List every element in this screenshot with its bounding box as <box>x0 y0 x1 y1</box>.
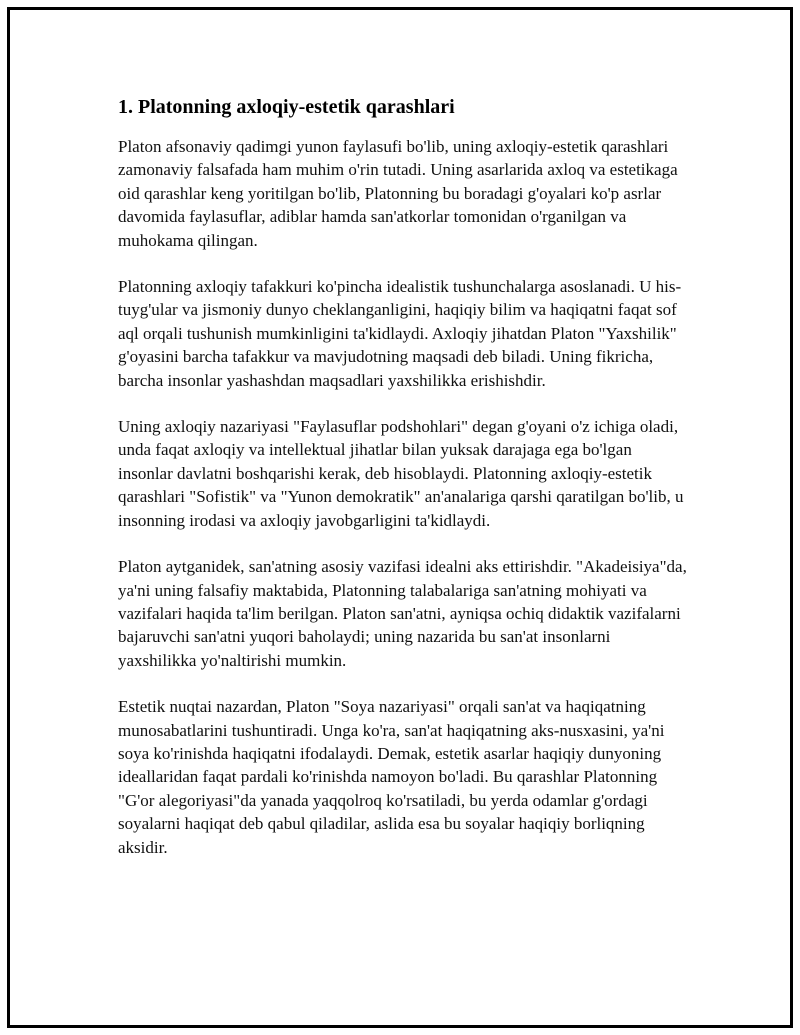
paragraph-4: Platon aytganidek, san'atning asosiy vazifasi idealni aks ettirishdir. "Akadeisiya"da, ya'ni uning falsafiy maktabida, Platonning talabalariga san'atning mohiyati va vazifalari haqida ta'lim berilgan. Platon san'atni, ayniqsa ochiq didaktik vazifalarni bajaruvchi san'atni yuqori baholaydi; uning nazarida bu san'at insonlarni yaxshilikka yo'naltirishi mumkin. <box>118 557 687 670</box>
paragraph-1: Platon afsonaviy qadimgi yunon faylasufi bo'lib, uning axloqiy-estetik qarashlari zamonaviy falsafada ham muhim o'rin tutadi. Uning asarlarida axloq va estetikaga oid qarashlar keng yoritilgan bo'lib, Platonning bu boradagi g'oyalari ko'p asrlar davomida faylasuflar, adiblar hamda san'atkorlar tomonidan o'rganilgan va muhokama qilingan. <box>118 137 678 250</box>
paragraph-5: Estetik nuqtai nazardan, Platon "Soya nazariyasi" orqali san'at va haqiqatning munosabatlarini tushuntiradi. Unga ko'ra, san'at haqiqatning aks-nusxasini, ya'ni soya ko'rinishda haqiqatni ifodalaydi. Demak, estetik asarlar haqiqiy dunyoning ideallaridan faqat pardali ko'rinishda namoyon bo'ladi. Bu qarashlar Platonning "G'or alegoriyasi"da yanada yaqqolroq ko'rsatiladi, bu yerda odamlar g'ordagi soyalarni haqiqat deb qabul qiladilar, aslida esa bu soyalar haqiqiy borliqning aksidir. <box>118 697 665 857</box>
section-heading: 1. Platonning axloqiy-estetik qarashlari <box>118 96 455 118</box>
paragraph-3: Uning axloqiy nazariyasi "Faylasuflar podshohlari" degan g'oyani o'z ichiga oladi, unda faqat axloqiy va intellektual jihatlar bilan yuksak darajaga ega bo'lgan insonlar davlatni boshqarishi kerak, deb hisoblaydi. Platonning axloqiy-estetik qarashlari "Sofistik" va "Yunon demokratik" an'analariga qarshi qaratilgan bo'lib, u insonning irodasi va axloqiy javobgarligini ta'kidlaydi. <box>118 417 684 530</box>
paragraph-2: Platonning axloqiy tafakkuri ko'pincha idealistik tushunchalarga asoslanadi. U his-tuyg'ular va jismoniy dunyo cheklanganligini, haqiqiy bilim va haqiqatni faqat sof aql orqali tushunish mumkinligini ta'kidlaydi. Axloqiy jihatdan Platon "Yaxshilik" g'oyasini barcha tafakkur va mavjudotning maqsadi deb biladi. Uning fikricha, barcha insonlar yashashdan maqsadlari yaxshilikka erishishdir. <box>118 277 682 390</box>
document-body <box>118 94 688 882</box>
document-page <box>7 7 793 1028</box>
